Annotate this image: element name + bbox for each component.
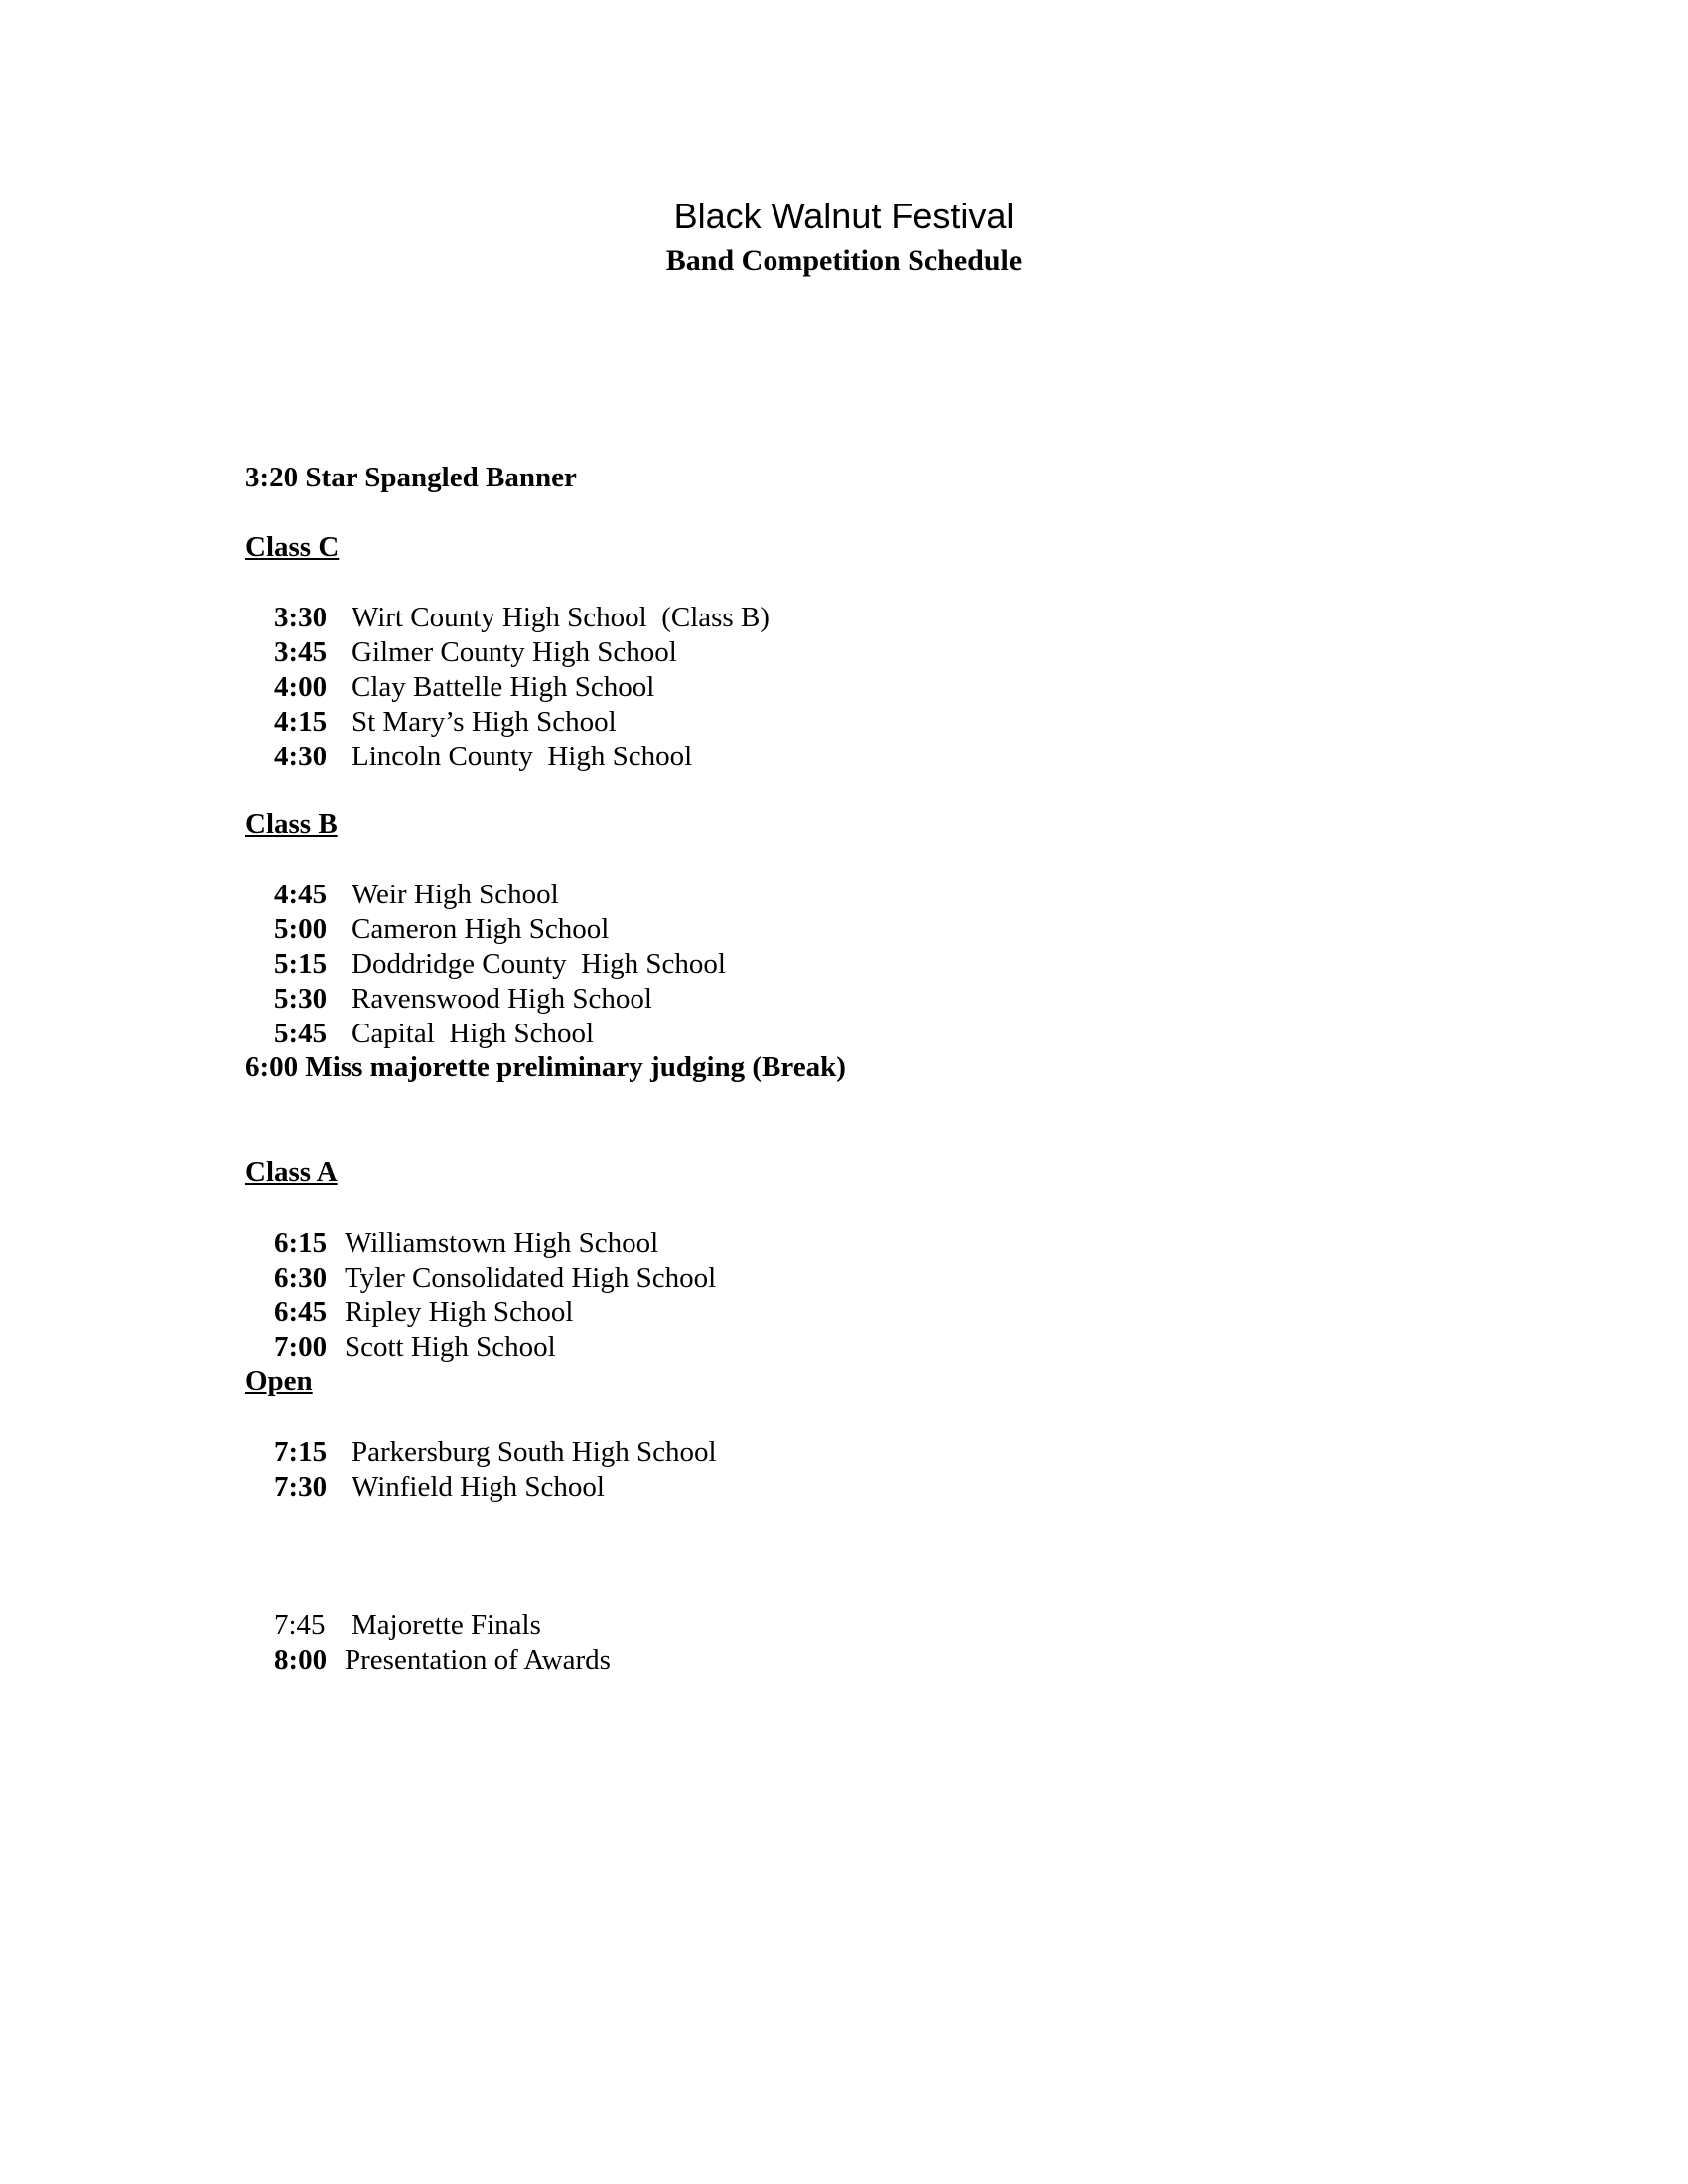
schedule-time: 3:30 xyxy=(274,602,328,633)
school-name: Clay Battelle High School xyxy=(352,671,655,703)
schedule-row xyxy=(245,1433,605,1541)
school-name: Williamstown High School xyxy=(345,1227,659,1259)
schedule-time: 5:00 xyxy=(274,913,328,945)
school-name: Ripley High School xyxy=(345,1297,574,1328)
school-name: Ravenswood High School xyxy=(352,983,652,1015)
schedule-row xyxy=(245,1606,611,1713)
schedule-time: 5:45 xyxy=(274,1018,328,1049)
schedule-time: 7:00 xyxy=(274,1331,328,1363)
school-name: St Mary’s High School xyxy=(352,706,617,738)
schedule-time: 6:15 xyxy=(274,1227,328,1259)
schedule-time: 7:15 xyxy=(274,1436,328,1468)
schedule-time: 5:15 xyxy=(274,948,328,980)
school-name: Parkersburg South High School xyxy=(352,1436,717,1468)
schedule-time: 4:45 xyxy=(274,879,328,910)
schedule-time: 6:30 xyxy=(274,1262,328,1294)
schedule-time: 4:00 xyxy=(274,671,328,703)
event-name: Presentation of Awards xyxy=(345,1644,611,1676)
schedule-time: 4:15 xyxy=(274,706,328,738)
school-name: Weir High School xyxy=(352,879,559,910)
opening-anthem: 3:20 Star Spangled Banner xyxy=(245,462,577,493)
school-name: Gilmer County High School xyxy=(352,636,677,668)
school-name: Lincoln County High School xyxy=(352,741,693,772)
school-name: Tyler Consolidated High School xyxy=(345,1262,717,1294)
document-subtitle: Band Competition Schedule xyxy=(665,244,1023,277)
school-name: Winfield High School xyxy=(352,1471,605,1503)
schedule-time: 5:30 xyxy=(274,983,328,1015)
school-name: Scott High School xyxy=(345,1331,556,1363)
school-name: Capital High School xyxy=(352,1018,595,1049)
open-heading: Open xyxy=(245,1365,313,1397)
school-name: Cameron High School xyxy=(352,913,610,945)
break-notice: 6:00 Miss majorette preliminary judging (Break) xyxy=(245,1051,846,1083)
schedule-time: 7:45 xyxy=(274,1609,326,1641)
schedule-time: 4:30 xyxy=(274,741,328,772)
class-c-heading: Class C xyxy=(245,531,340,563)
schedule-time: 7:30 xyxy=(274,1471,328,1503)
class-a-heading: Class A xyxy=(245,1157,338,1188)
school-name: Wirt County High School (Class B) xyxy=(352,602,770,633)
schedule-time: 3:45 xyxy=(274,636,328,668)
schedule-time: 8:00 xyxy=(274,1644,328,1676)
schedule-time: 6:45 xyxy=(274,1297,328,1328)
schedule-row xyxy=(245,703,692,810)
event-name: Majorette Finals xyxy=(352,1609,541,1641)
class-b-heading: Class B xyxy=(245,808,338,840)
document-title: Black Walnut Festival xyxy=(673,196,1015,236)
school-name: Doddridge County High School xyxy=(352,948,726,980)
